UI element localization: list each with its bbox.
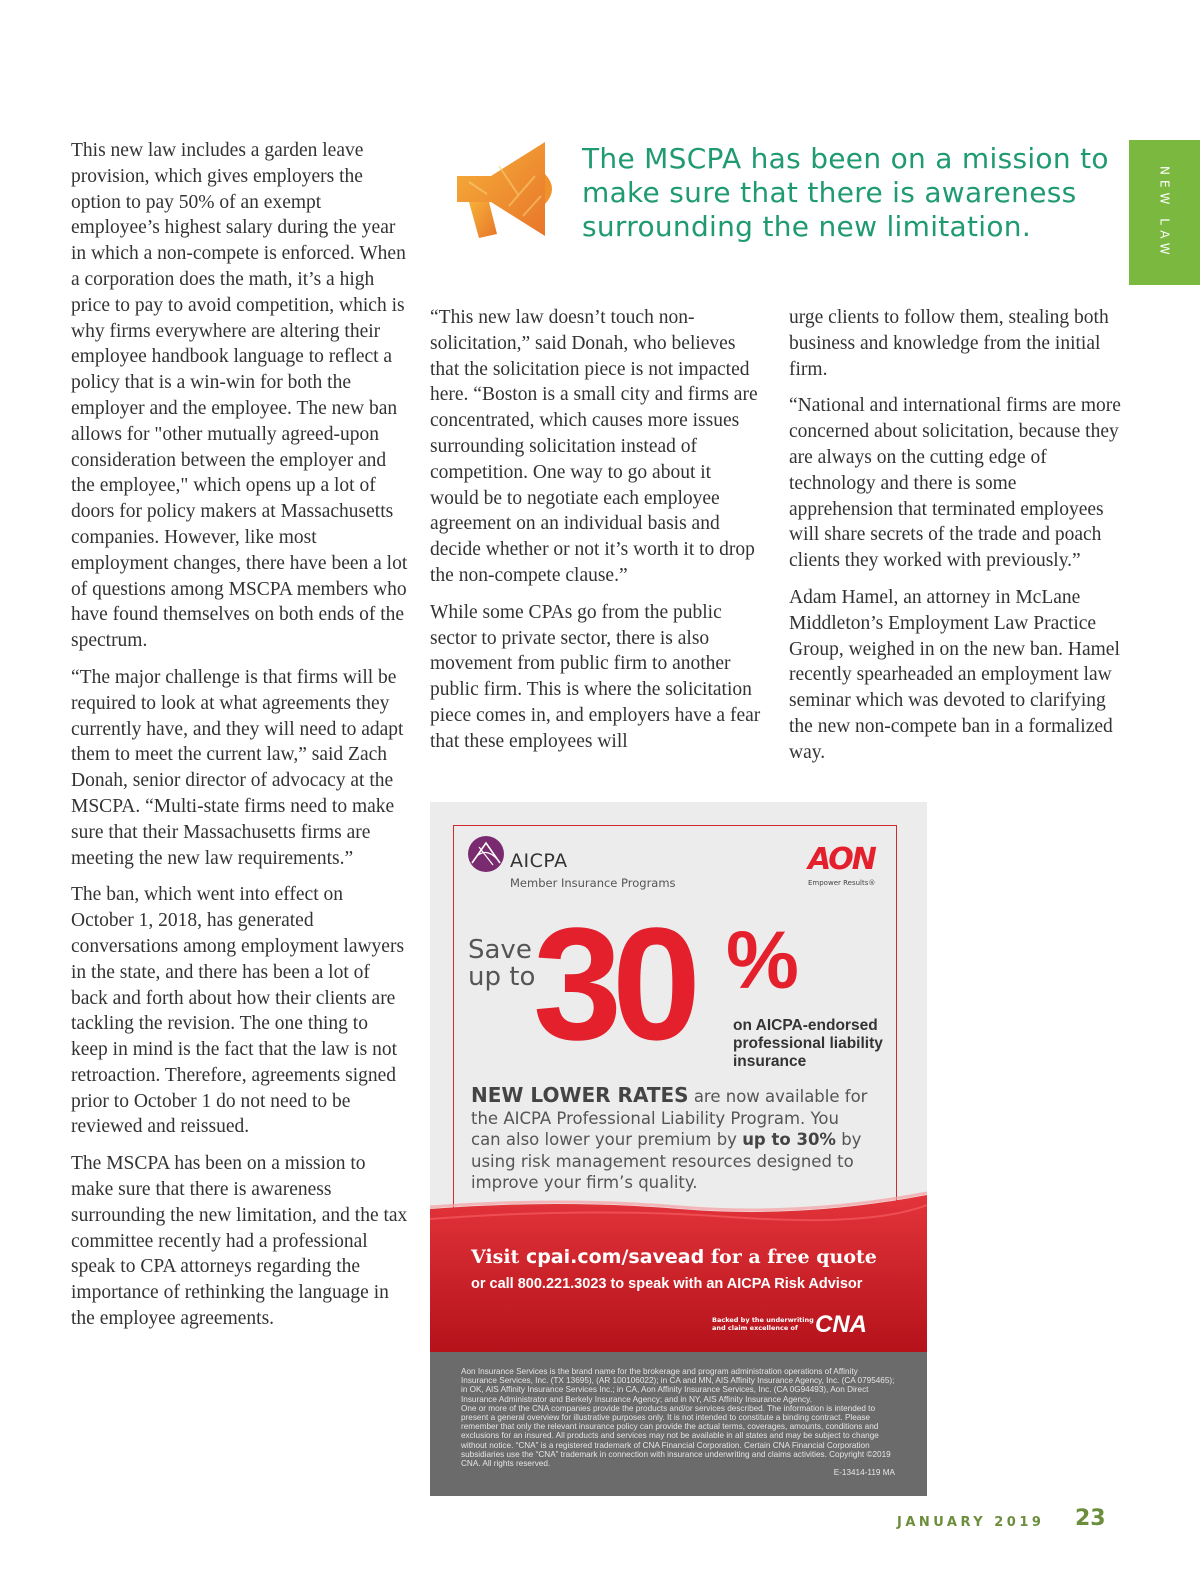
fine-print xyxy=(461,1367,895,1477)
aicpa-logo xyxy=(467,835,505,873)
ad-body-text xyxy=(471,1085,871,1194)
cta-phone: or call 800.221.3023 to speak with an AICPA Risk Advisor xyxy=(471,1276,863,1292)
section-tab xyxy=(1129,140,1200,285)
ad-code: E-13414-119 MA xyxy=(833,1468,895,1478)
aon-logo: AON xyxy=(808,842,875,877)
save-label: Save up to xyxy=(468,935,536,992)
backed-by-text: Backed by the underwriting and claim excellence of xyxy=(712,1316,814,1332)
discount-detail: on AICPA-endorsed professional liability insurance xyxy=(733,1017,883,1070)
discount-number: 30 xyxy=(533,894,691,1073)
aon-tagline: Empower Results® xyxy=(808,879,876,887)
fine-print-paragraph: Aon Insurance Services is the brand name for the brokerage and program administration operations of Affinity Insurance Services, Inc. (TX 13695), (AR 100106022); in CA and MN, AIS Affinity Insurance Agency, Inc. (CA 0795465); in OK, AIS Affinity Insurance Services Inc.; in CA, Aon Affinity Insurance Services, Inc. (CA 0G94493), Aon Direct Insurance Administrator and Berkely Insurance Agency; and in NY, AIS Affinity Insurance Agency. xyxy=(461,1367,895,1404)
cna-logo: CNA xyxy=(815,1311,867,1338)
article-column-middle xyxy=(430,305,762,766)
insurance-advertisement[interactable] xyxy=(430,802,927,1496)
section-tab-label: NEW LAW xyxy=(1157,165,1172,260)
article-column-left xyxy=(71,138,409,1343)
cta-visit-suffix: for a free quote xyxy=(704,1246,877,1268)
aicpa-tagline: Member Insurance Programs xyxy=(510,876,676,890)
paragraph: This new law includes a garden leave provision, which gives employers the option to pay 50% of an exempt employee’s highest salary during the year in which a non-compete is enforced. When a corporation does the math, it’s a high price to pay to avoid competition, which is why firms everywhere are altering their employee handbook language to reflect a policy that is a win-win for both the employer and the employee. The new ban allows for "other mutually agreed-upon consideration between the employer and the employee," which opens up a lot of doors for policy makers at Massachusetts companies. However, like most employment changes, there have been a lot of questions among MSCPA members who have found themselves on both ends of the spectrum. xyxy=(71,140,408,652)
ad-body-part: by using risk management resources designed to improve your firm’s quality. xyxy=(471,1130,862,1192)
paragraph: “The major challenge is that firms will be required to look at what agreements they currently have, and they will need to adapt them to meet the current law,” said Zach Donah, senior director of advocacy at the MSCPA. “Multi-state firms need to make sure that their Massachusetts firms are meeting the new law requirements.” xyxy=(71,666,404,869)
cta-visit-prefix: Visit xyxy=(471,1246,526,1268)
paragraph: urge clients to follow them, stealing both business and knowledge from the initial firm. xyxy=(789,307,1109,380)
ad-body-part: are now available for the AICPA Professional Liability Program. You can also lower your premium by xyxy=(471,1087,868,1149)
paragraph: The MSCPA has been on a mission to make sure that there is awareness surrounding the new limitation, and the tax committee recently had a professional speak to CPA attorneys regarding the importance of rethinking the language in the employee agreements. xyxy=(71,1153,408,1330)
paragraph: “This new law doesn’t touch non-solicitation,” said Donah, who believes that the solicitation piece is not impacted here. “Boston is a small city and firms are concentrated, which causes more issues surrounding solicitation instead of competition. One way to go about it would be to negotiate each employee agreement on an individual basis and decide whether or not it’s worth it to drop the non-compete clause.” xyxy=(430,307,758,586)
aicpa-name: AICPA xyxy=(510,850,568,872)
article-column-right xyxy=(789,305,1125,777)
ad-headline: NEW LOWER RATES xyxy=(471,1083,689,1107)
paragraph: Adam Hamel, an attorney in McLane Middleton’s Employment Law Practice Group, weighed in on the new ban. Hamel recently spearheaded an employment law seminar which was devoted to clarifying the new non-compete ban in a formalized way. xyxy=(789,586,1120,763)
paragraph: “National and international firms are more concerned about solicitation, because they are always on the cutting edge of technology and there is some apprehension that terminated employees will share secrets of the trade and poach clients they worked with previously.” xyxy=(789,395,1121,572)
discount-percent-sign: % xyxy=(726,915,799,1006)
paragraph: While some CPAs go from the public sector to private sector, there is also movement from public firm to another public firm. This is where the solicitation piece comes in, and employers have a fear that these employees will xyxy=(430,601,761,752)
pull-quote: The MSCPA has been on a mission to make sure that there is awareness surrounding the new limitation. xyxy=(582,142,1109,243)
ad-body-emphasis: up to 30% xyxy=(742,1130,836,1149)
paragraph: The ban, which went into effect on October 1, 2018, has generated conversations among employment lawyers in the state, and there has been a lot of back and forth about how their clients are tackling the revision. The one thing to keep in mind is the fact that the law is not retroaction. Therefore, agreements signed prior to October 1 do not need to be reviewed and reissued. xyxy=(71,884,405,1138)
megaphone-icon xyxy=(449,136,561,248)
cta-url-link[interactable]: cpai.com/savead xyxy=(525,1246,705,1268)
issue-date: JANUARY 2019 xyxy=(897,1515,1045,1530)
page-number: 23 xyxy=(1075,1506,1106,1531)
cta-visit[interactable] xyxy=(471,1246,877,1268)
fine-print-paragraph: One or more of the CNA companies provide the products and/or services described. The information is intended to present a general overview for illustrative purposes only. It is not intended to constitute a binding contract. Please remember that only the relevant insurance policy can provide the actual terms, coverages, amounts, conditions and exclusions for an insured. All products and services may not be available in all states and may be subject to change without notice. “CNA” is a registered trademark of CNA Financial Corporation. Certain CNA Financial Corporation subsidiaries use the “CNA” trademark in connection with insurance underwriting and claims activities. Copyright ©2019 CNA. All rights reserved. xyxy=(461,1403,891,1469)
